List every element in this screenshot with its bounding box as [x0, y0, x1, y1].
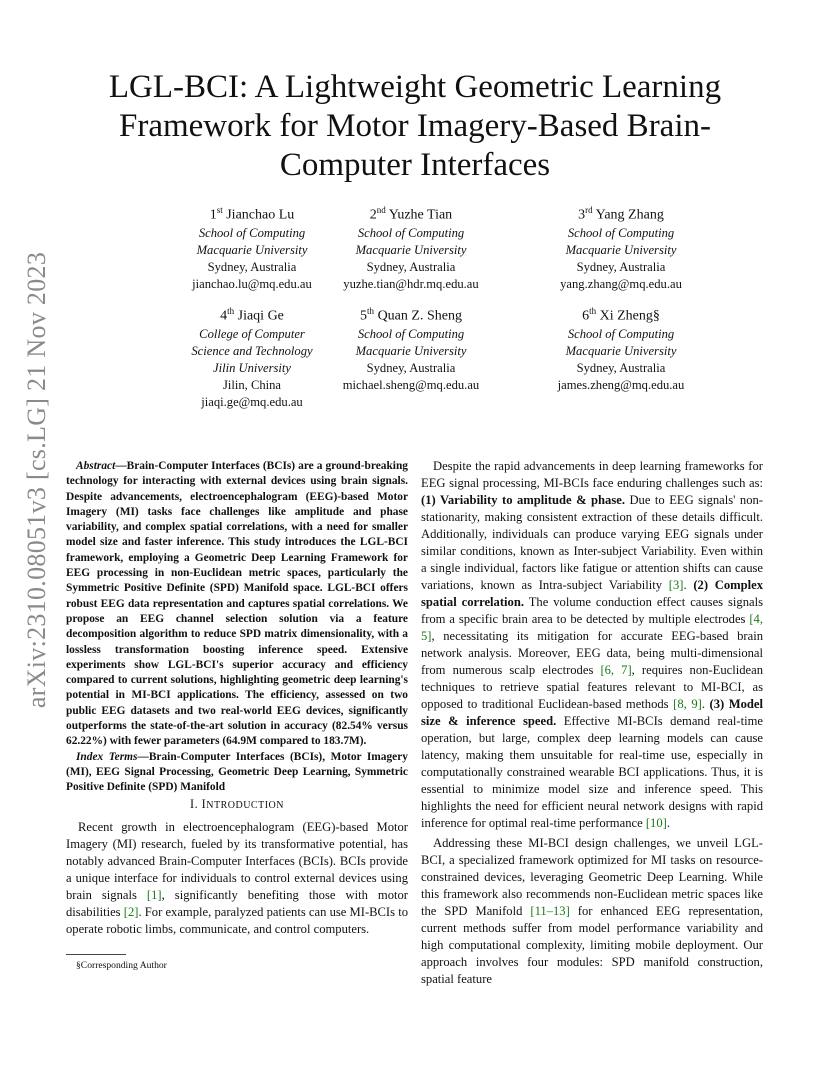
author-email: yuzhe.tian@hdr.mq.edu.au	[343, 276, 479, 291]
author-ordinal-suffix: rd	[585, 205, 593, 215]
author-affiliation: School of Computing	[567, 326, 675, 341]
author-institution: Macquarie University	[565, 343, 677, 358]
author-ordinal-suffix: nd	[376, 205, 386, 215]
author-university: Jilin University	[213, 360, 291, 375]
text-run: The volume conduction effect causes signals from a specific brain area to be detected by multiple electrodes	[421, 595, 763, 626]
author-email: james.zheng@mq.edu.au	[557, 377, 685, 392]
author-name: 6th Xi Zheng§	[582, 306, 660, 324]
author-email: jiaqi.ge@mq.edu.au	[201, 394, 303, 409]
citation-link[interactable]: [1]	[146, 888, 162, 902]
intro-right-paragraph-2	[421, 835, 763, 988]
author-location: Sydney, Australia	[366, 259, 456, 274]
author-name: 4th Jiaqi Ge	[220, 306, 284, 324]
index-terms-text: —Brain-Computer Interfaces (BCIs), Motor Imagery (MI), EEG Signal Processing, Geometric Deep Learning, Symmetric Positive Definite (SPD) Manifold	[66, 750, 408, 794]
author-location: Sydney, Australia	[576, 259, 666, 274]
abstract	[66, 459, 408, 796]
abstract-paragraph	[66, 459, 408, 750]
citation-link[interactable]: [11–13]	[530, 904, 570, 918]
text-run: Despite the rapid advancements in deep learning frameworks for EEG signal processing, MI-BCIs face enduring challenges such as:	[421, 459, 763, 490]
author-6	[501, 302, 741, 394]
arxiv-side-label-text: arXiv:2310.08051v3 [cs.LG] 21 Nov 2023	[22, 251, 52, 709]
text-run: .	[666, 816, 670, 830]
section-heading-text: I. INTRODUCTION	[190, 797, 284, 811]
author-institution: Macquarie University	[355, 343, 467, 358]
abstract-label: Abstract	[76, 460, 116, 472]
footnote: §Corresponding Author	[76, 960, 167, 971]
footnote-rule	[66, 954, 126, 955]
author-name: 1st Jianchao Lu	[209, 205, 295, 223]
bold-heading: (1) Variability to amplitude & phase.	[421, 493, 625, 507]
text-run: . For example, paralyzed patients can use MI-BCIs to operate robotic limbs, communicate, and control computers.	[66, 905, 409, 936]
intro-right-column	[421, 458, 763, 988]
citation-link[interactable]: [4, 5]	[421, 612, 763, 643]
text-run: , significantly benefiting those with motor disabilities	[66, 888, 408, 919]
author-affiliation: School of Computing	[198, 225, 306, 240]
author-location: Sydney, Australia	[207, 259, 297, 274]
author-affiliation: College of Computer	[199, 326, 305, 341]
author-institution: Science and Technology	[191, 343, 313, 358]
abstract-text: —Brain-Computer Interfaces (BCIs) are a ground-breaking technology for interacting with external devices using brain signals. Despite advancements, electroencephalogram (EEG)-based Motor Imagery (MI) tasks face challenges like amplitude and phase variability, and complex spatial correlations, with a need for smaller model size and faster inference. This study introduces the LGL-BCI framework, employing a Geometric Deep Learning Framework for EEG processing in non-Euclidean metric spaces, particularly the Symmetric Positive Definite (SPD) Manifold space. LGL-BCI offers robust EEG data representation and captures spatial correlations. We propose an EEG channel selection solution via a feature decomposition algorithm to reduce SPD matrix dimensionality, with a lossless transformation boosting inference speed. Extensive experiments show LGL-BCI's superior accuracy and efficiency compared to current solutions, highlighting geometric deep learning's potential in MI-BCI applications. The efficiency, assessed on two public EEG datasets and two real-world EEG devices, significantly outperforms the state-of-the-art solution in accuracy (82.54% versus 62.22%) with fewer parameters (64.9M compared to 183.7M).	[66, 460, 408, 748]
author-ordinal-suffix: th	[589, 306, 597, 316]
paper-title: LGL-BCI: A Lightweight Geometric Learning Framework for Motor Imagery-Based Brain-Computer Interfaces	[108, 69, 722, 183]
text-run: Due to EEG signals' non-stationarity, making consistent extraction of these details difficult. Additionally, individuals can produce varying EEG signals under similar conditions, known as Inter-subject Variability. Even within a single individual, factors like fatigue or attention shifts can cause variations, known as Intra-subject Variability	[421, 493, 763, 592]
author-email: jianchao.lu@mq.edu.au	[192, 276, 312, 291]
text-run: .	[701, 697, 710, 711]
author-ordinal-suffix: th	[227, 306, 235, 316]
bold-heading: (3) Model size & inference speed.	[421, 697, 764, 728]
author-email: michael.sheng@mq.edu.au	[342, 377, 480, 392]
author-institution: Macquarie University	[196, 242, 308, 257]
text-run: Addressing these MI-BCI design challenges, we unveil LGL-BCI, a specialized framework optimized for MI tasks on resource-constrained devices, leveraging Geometric Deep Learning. While this framework also recommends non-Euclidean metric spaces like the SPD Manifold	[421, 836, 763, 918]
author-2	[291, 201, 531, 293]
arxiv-side-label	[20, 251, 54, 709]
author-name: 3rd Yang Zhang	[578, 205, 664, 223]
author-institution: Macquarie University	[565, 242, 677, 257]
author-name: 2nd Yuzhe Tian	[369, 205, 453, 223]
text-run: .	[683, 578, 694, 592]
author-location: Sydney, Australia	[366, 360, 456, 375]
author-5	[291, 302, 531, 394]
author-3	[501, 201, 741, 293]
citation-link[interactable]: [6, 7]	[600, 663, 632, 677]
author-affiliation: School of Computing	[567, 225, 675, 240]
section-heading-introduction	[66, 797, 408, 812]
citation-link[interactable]: [2]	[123, 905, 139, 919]
author-name: 5th Quan Z. Sheng	[360, 306, 462, 324]
intro-left-paragraph	[66, 819, 408, 938]
text-run: , necessitating its mitigation for accurate EEG-based brain network analysis. Moreover, EEG data, being multi-dimensional from numerous scalp electrodes	[421, 629, 763, 677]
author-location: Jilin, China	[222, 377, 282, 392]
author-email: yang.zhang@mq.edu.au	[560, 276, 682, 291]
text-run: Recent growth in electroencephalogram (EEG)-based Motor Imagery (MI) research, fueled by its transformative potential, has notably advanced Brain-Computer Interfaces (BCIs). BCIs provide a unique interface for individuals to control external devices using brain signals	[66, 820, 408, 902]
intro-left-column	[66, 819, 408, 938]
author-location: Sydney, Australia	[576, 360, 666, 375]
index-terms-label: Index Terms	[76, 750, 138, 763]
citation-link[interactable]: [8, 9]	[673, 697, 702, 711]
citation-link[interactable]: [3]	[668, 578, 684, 592]
text-run: Effective MI-BCIs demand real-time operation, but large, complex deep learning models can cause latency, making them unsuitable for real-time use, especially in computationally constrained wearable BCI applications. Thus, it is essential to minimize model size and inference speed. This highlights the need for efficient neural network designs with rapid inference for optimal real-time performance	[421, 714, 763, 830]
author-ordinal-suffix: th	[367, 306, 375, 316]
author-ordinal-suffix: st	[216, 205, 223, 215]
author-affiliation: School of Computing	[357, 326, 465, 341]
section-heading-smallcaps: NTRODUCTION	[206, 800, 284, 811]
intro-right-paragraph-1	[421, 458, 763, 832]
author-affiliation: School of Computing	[357, 225, 465, 240]
index-terms	[66, 750, 408, 796]
text-run: , requires non-Euclidean techniques to retrieve spatial features relevant to MI-BCI, as opposed to traditional Euclidean-based methods	[421, 663, 763, 711]
citation-link[interactable]: [10]	[645, 816, 667, 830]
bold-heading: (2) Complex spatial correlation.	[421, 578, 764, 609]
author-institution: Macquarie University	[355, 242, 467, 257]
text-run: for enhanced EEG representation, current methods suffer from model performance variability and high computational complexity, limiting mobile deployment. Our approach involves four modules: SPD manifold construction, spatial feature	[421, 904, 763, 986]
